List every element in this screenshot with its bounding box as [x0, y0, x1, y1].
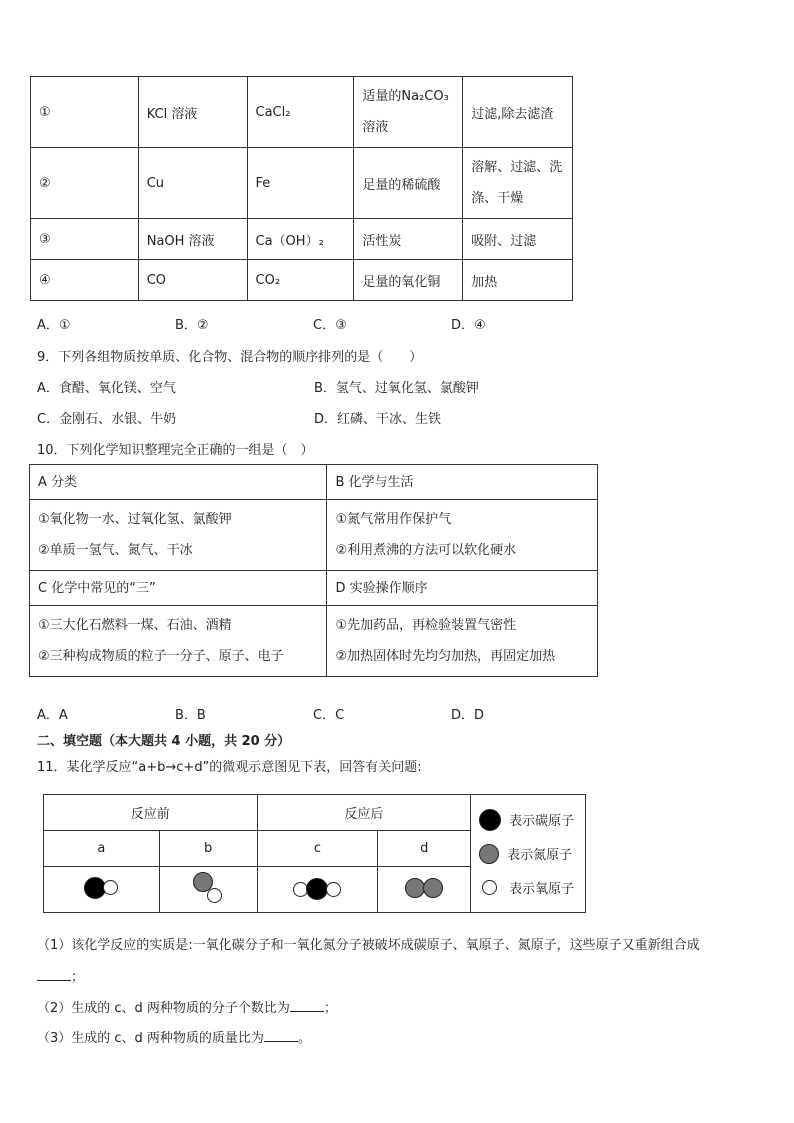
co2-molecule-icon	[293, 878, 341, 900]
question10-table	[29, 464, 598, 677]
subquestion-text: （1）该化学反应的实质是:一氧化碳分子和一氧化氮分子被破坏成碳原子、氧原子、氮原子，这些原子又重新组合成	[37, 938, 700, 953]
option-d[interactable]: D．D	[451, 708, 485, 723]
punctuation: 。	[297, 1031, 311, 1046]
table-cell: KCl 溶液	[138, 77, 247, 148]
cell-line: ②加热固体时先均匀加热，再固定加热	[335, 649, 556, 664]
label-d: d	[378, 831, 471, 867]
table-cell: 过滤,除去滤渣	[463, 77, 573, 148]
question11-stem: 11．某化学反应“a+b→c+d”的微观示意图见下表，回答有关问题:	[37, 760, 422, 775]
table-row	[30, 606, 598, 677]
cell-line: ①氧化物一水、过氧化氢、氯酸钾	[38, 512, 232, 527]
table-cell	[30, 500, 327, 571]
label-a: a	[44, 831, 160, 867]
table-cell: ②	[31, 148, 139, 219]
molecule-a	[44, 867, 160, 913]
table-cell: C 化学中常见的“三”	[30, 571, 327, 606]
no-molecule-icon	[191, 871, 225, 905]
table-cell: NaOH 溶液	[138, 219, 247, 260]
after-header: 反应后	[257, 795, 471, 831]
question8-table	[30, 76, 573, 301]
oxygen-atom-icon	[207, 888, 222, 903]
table-cell: ①	[31, 77, 139, 148]
oxygen-atom-icon	[326, 882, 341, 897]
table-cell: ④	[31, 260, 139, 301]
table-cell: 溶解、过滤、洗涤、干燥	[463, 148, 573, 219]
n2-molecule-icon	[405, 878, 443, 898]
legend-oxygen	[479, 871, 585, 905]
legend-label: 表示氮原子	[507, 848, 573, 863]
table-cell: A 分类	[30, 465, 327, 500]
table-row	[30, 500, 598, 571]
option-c[interactable]: C．C	[313, 708, 345, 723]
question8-options	[37, 314, 589, 333]
legend-label: 表示氧原子	[509, 882, 575, 897]
cell-line: ②三种构成物质的粒子一分子、原子、电子	[38, 649, 284, 664]
carbon-atom-icon	[479, 809, 501, 831]
table-row	[30, 571, 598, 606]
option-d[interactable]: D．红磷、干冰、生铁	[314, 412, 442, 427]
option-d[interactable]: D．④	[451, 318, 486, 333]
answer-blank[interactable]	[37, 968, 71, 981]
subquestion-3	[37, 1027, 311, 1046]
table-cell: 足量的氧化铜	[354, 260, 463, 301]
table-cell	[327, 500, 598, 571]
punctuation: ；	[71, 970, 85, 985]
cell-line: ②利用煮沸的方法可以软化硬水	[335, 543, 517, 558]
reaction-diagram-table	[43, 794, 586, 913]
table-cell: Ca（OH）₂	[247, 219, 354, 260]
answer-blank[interactable]	[264, 1029, 298, 1042]
table-row	[44, 795, 586, 831]
answer-blank[interactable]	[290, 999, 324, 1012]
table-cell: ③	[31, 219, 139, 260]
cell-line: ①三大化石燃料一煤、石油、酒精	[38, 618, 232, 633]
table-cell: CaCl₂	[247, 77, 354, 148]
option-b[interactable]: B．氢气、过氧化氢、氯酸钾	[314, 381, 479, 396]
nitrogen-atom-icon	[479, 844, 499, 864]
table-cell: 足量的稀硫酸	[354, 148, 463, 219]
option-b[interactable]: B．②	[175, 318, 209, 333]
punctuation: ；	[323, 1001, 337, 1016]
carbon-atom-icon	[306, 878, 328, 900]
table-row	[31, 77, 573, 148]
nitrogen-atom-icon	[405, 878, 425, 898]
cell-line: ①氮气常用作保护气	[335, 512, 452, 527]
table-row	[31, 148, 573, 219]
option-a[interactable]: A．A	[37, 708, 68, 723]
molecule-c	[257, 867, 378, 913]
legend-carbon	[479, 803, 585, 837]
label-c: c	[257, 831, 378, 867]
cell-line: ②单质一氢气、氮气、干冰	[38, 543, 193, 558]
oxygen-atom-icon	[482, 880, 497, 895]
co-molecule-icon	[84, 877, 118, 899]
subquestion-2	[37, 997, 337, 1016]
table-cell: 吸附、过滤	[463, 219, 573, 260]
legend	[471, 795, 586, 913]
legend-nitrogen	[479, 837, 585, 871]
table-cell: CO	[138, 260, 247, 301]
table-cell	[30, 606, 327, 677]
option-c[interactable]: C．金刚石、水银、牛奶	[37, 412, 177, 427]
option-c[interactable]: C．③	[313, 318, 347, 333]
legend-label: 表示碳原子	[509, 814, 575, 829]
subquestion-1-answer	[37, 966, 84, 985]
table-row	[31, 219, 573, 260]
table-cell: D 实验操作顺序	[327, 571, 598, 606]
question10-options	[37, 704, 589, 723]
table-row	[31, 260, 573, 301]
option-b[interactable]: B．B	[175, 708, 206, 723]
table-cell: CO₂	[247, 260, 354, 301]
question10-stem: 10．下列化学知识整理完全正确的一组是（ ）	[37, 443, 314, 458]
before-header: 反应前	[44, 795, 258, 831]
cell-line: ①先加药品，再检验装置气密性	[335, 618, 517, 633]
table-cell: 加热	[463, 260, 573, 301]
nitrogen-atom-icon	[423, 878, 443, 898]
table-cell: Fe	[247, 148, 354, 219]
option-a[interactable]: A．食醋、氧化镁、空气	[37, 381, 176, 396]
table-cell: Cu	[138, 148, 247, 219]
question9-stem: 9．下列各组物质按单质、化合物、混合物的顺序排列的是（ ）	[37, 350, 423, 365]
oxygen-atom-icon	[103, 880, 118, 895]
table-cell: 适量的Na₂CO₃溶液	[354, 77, 463, 148]
section-heading: 二、填空题（本大题共 4 小题，共 20 分）	[37, 734, 291, 749]
molecule-d	[378, 867, 471, 913]
molecule-b	[159, 867, 257, 913]
table-cell	[327, 606, 598, 677]
subquestion-text: （2）生成的 c、d 两种物质的分子个数比为	[37, 1001, 290, 1016]
table-cell: B 化学与生活	[327, 465, 598, 500]
option-a[interactable]: A．①	[37, 318, 71, 333]
label-b: b	[159, 831, 257, 867]
subquestion-text: （3）生成的 c、d 两种物质的质量比为	[37, 1031, 264, 1046]
table-row	[30, 465, 598, 500]
table-cell: 活性炭	[354, 219, 463, 260]
subquestion-1	[37, 934, 700, 953]
